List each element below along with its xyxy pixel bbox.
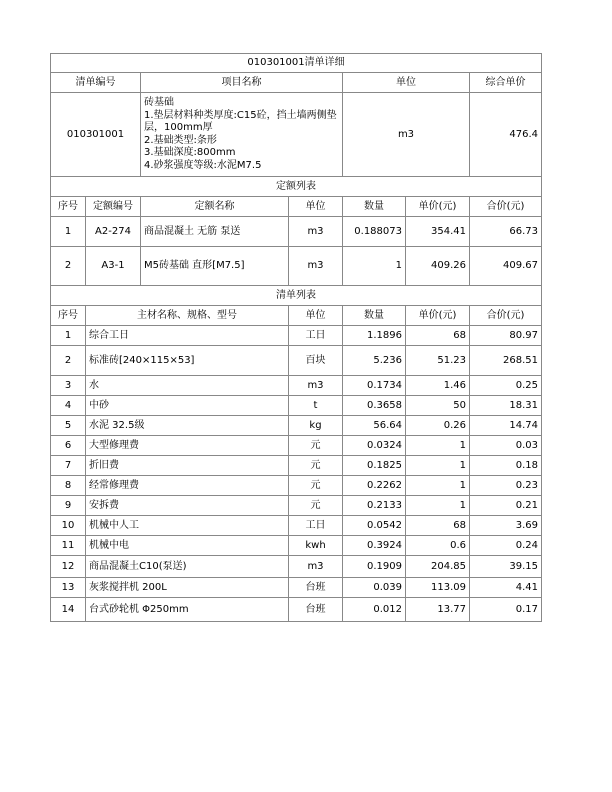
material-name: 折旧费 <box>86 456 289 476</box>
quota-header-row <box>51 197 542 217</box>
quota-index: 1 <box>51 217 86 247</box>
material-unit-price: 51.23 <box>406 346 470 376</box>
material-unit: 元 <box>289 456 343 476</box>
material-unit-price: 68 <box>406 516 470 536</box>
desc-line: 4.砂浆强度等级:水泥M7.5 <box>144 159 262 171</box>
list-index: 14 <box>51 598 86 622</box>
quota-name: 商品混凝土 无筋 泵送 <box>141 217 289 247</box>
material-unit-price: 113.09 <box>406 578 470 598</box>
quota-total: 409.67 <box>470 247 542 286</box>
list-header-cell: 主材名称、规格、型号 <box>86 306 289 326</box>
material-unit: 元 <box>289 476 343 496</box>
material-quantity: 0.012 <box>343 598 406 622</box>
list-row <box>51 456 542 476</box>
material-total: 0.03 <box>470 436 542 456</box>
quota-unit-price: 354.41 <box>406 217 470 247</box>
list-index: 8 <box>51 476 86 496</box>
material-quantity: 0.1825 <box>343 456 406 476</box>
list-header-cell: 单位 <box>289 306 343 326</box>
quota-quantity: 1 <box>343 247 406 286</box>
quota-header-cell: 合价(元) <box>470 197 542 217</box>
header-code: 清单编号 <box>51 73 141 93</box>
list-header-row <box>51 306 542 326</box>
material-quantity: 0.0542 <box>343 516 406 536</box>
list-row <box>51 396 542 416</box>
item-price: 476.4 <box>470 93 542 177</box>
material-quantity: 0.2262 <box>343 476 406 496</box>
material-unit: 台班 <box>289 578 343 598</box>
list-row <box>51 536 542 556</box>
list-row <box>51 326 542 346</box>
material-unit-price: 50 <box>406 396 470 416</box>
desc-line: 1.垫层材料种类厚度:C15砼，挡土墙两侧垫 <box>144 109 337 121</box>
material-unit-price: 204.85 <box>406 556 470 578</box>
material-unit-price: 0.26 <box>406 416 470 436</box>
header-unit: 单位 <box>343 73 470 93</box>
material-name: 台式砂轮机 Φ250mm <box>86 598 289 622</box>
material-quantity: 0.039 <box>343 578 406 598</box>
quota-header-cell: 定额编号 <box>86 197 141 217</box>
list-index: 5 <box>51 416 86 436</box>
material-quantity: 0.1909 <box>343 556 406 578</box>
list-index: 7 <box>51 456 86 476</box>
quota-unit: m3 <box>289 247 343 286</box>
quota-code: A3-1 <box>86 247 141 286</box>
quota-header-cell: 序号 <box>51 197 86 217</box>
list-row <box>51 598 542 622</box>
quota-name: M5砖基础 直形[M7.5] <box>141 247 289 286</box>
material-unit: m3 <box>289 556 343 578</box>
material-quantity: 0.1734 <box>343 376 406 396</box>
material-unit: 工日 <box>289 516 343 536</box>
material-unit-price: 1 <box>406 436 470 456</box>
desc-line: 层，100mm厚 <box>144 122 213 133</box>
material-total: 39.15 <box>470 556 542 578</box>
list-row <box>51 346 542 376</box>
material-total: 0.23 <box>470 476 542 496</box>
material-name: 大型修理费 <box>86 436 289 456</box>
material-unit-price: 68 <box>406 326 470 346</box>
list-header-cell: 数量 <box>343 306 406 326</box>
quota-row <box>51 247 542 286</box>
material-unit: 工日 <box>289 326 343 346</box>
list-title-row <box>51 286 542 306</box>
quota-header-cell: 定额名称 <box>141 197 289 217</box>
material-unit: 元 <box>289 496 343 516</box>
list-index: 4 <box>51 396 86 416</box>
material-total: 4.41 <box>470 578 542 598</box>
material-name: 综合工日 <box>86 326 289 346</box>
list-index: 6 <box>51 436 86 456</box>
header-price: 综合单价 <box>470 73 542 93</box>
material-unit-price: 1 <box>406 476 470 496</box>
material-name: 标准砖[240×115×53] <box>86 346 289 376</box>
list-section-title: 清单列表 <box>51 286 542 306</box>
quota-header-cell: 数量 <box>343 197 406 217</box>
header-name: 项目名称 <box>141 73 343 93</box>
list-row <box>51 376 542 396</box>
list-index: 9 <box>51 496 86 516</box>
material-total: 0.24 <box>470 536 542 556</box>
main-header-row <box>51 73 542 93</box>
item-code: 010301001 <box>51 93 141 177</box>
main-item-row <box>51 93 542 177</box>
list-index: 10 <box>51 516 86 536</box>
material-unit: 百块 <box>289 346 343 376</box>
title-row <box>51 54 542 73</box>
quota-total: 66.73 <box>470 217 542 247</box>
material-total: 0.18 <box>470 456 542 476</box>
list-header-cell: 单价(元) <box>406 306 470 326</box>
list-index: 13 <box>51 578 86 598</box>
material-total: 18.31 <box>470 396 542 416</box>
material-quantity: 0.2133 <box>343 496 406 516</box>
list-row <box>51 496 542 516</box>
quota-section-title: 定额列表 <box>51 177 542 197</box>
quota-unit-price: 409.26 <box>406 247 470 286</box>
quota-quantity: 0.188073 <box>343 217 406 247</box>
quota-header-cell: 单位 <box>289 197 343 217</box>
list-row <box>51 476 542 496</box>
list-index: 3 <box>51 376 86 396</box>
table-title: 010301001清单详细 <box>51 54 542 73</box>
item-description <box>141 93 343 177</box>
list-index: 11 <box>51 536 86 556</box>
bill-detail-table <box>50 53 542 622</box>
material-quantity: 0.3658 <box>343 396 406 416</box>
material-name: 中砂 <box>86 396 289 416</box>
list-index: 12 <box>51 556 86 578</box>
material-total: 268.51 <box>470 346 542 376</box>
material-unit: kwh <box>289 536 343 556</box>
material-total: 0.21 <box>470 496 542 516</box>
list-row <box>51 516 542 536</box>
material-name: 商品混凝土C10(泵送) <box>86 556 289 578</box>
material-total: 0.17 <box>470 598 542 622</box>
material-quantity: 5.236 <box>343 346 406 376</box>
material-unit-price: 13.77 <box>406 598 470 622</box>
material-name: 灰浆搅拌机 200L <box>86 578 289 598</box>
list-header-cell: 序号 <box>51 306 86 326</box>
material-unit-price: 0.6 <box>406 536 470 556</box>
material-total: 0.25 <box>470 376 542 396</box>
material-name: 安拆费 <box>86 496 289 516</box>
material-name: 水泥 32.5级 <box>86 416 289 436</box>
material-unit: m3 <box>289 376 343 396</box>
quota-code: A2-274 <box>86 217 141 247</box>
material-total: 80.97 <box>470 326 542 346</box>
material-name: 水 <box>86 376 289 396</box>
material-unit: 台班 <box>289 598 343 622</box>
list-row <box>51 436 542 456</box>
list-index: 1 <box>51 326 86 346</box>
material-quantity: 0.0324 <box>343 436 406 456</box>
material-unit-price: 1.46 <box>406 376 470 396</box>
desc-line: 2.基础类型:条形 <box>144 134 217 146</box>
material-name: 经常修理费 <box>86 476 289 496</box>
material-quantity: 56.64 <box>343 416 406 436</box>
list-index: 2 <box>51 346 86 376</box>
material-total: 3.69 <box>470 516 542 536</box>
material-unit: 元 <box>289 436 343 456</box>
quota-header-cell: 单价(元) <box>406 197 470 217</box>
material-unit: kg <box>289 416 343 436</box>
quota-unit: m3 <box>289 217 343 247</box>
quota-index: 2 <box>51 247 86 286</box>
list-row <box>51 416 542 436</box>
material-name: 机械中人工 <box>86 516 289 536</box>
item-unit: m3 <box>343 93 470 177</box>
material-quantity: 1.1896 <box>343 326 406 346</box>
material-name: 机械中电 <box>86 536 289 556</box>
material-unit: t <box>289 396 343 416</box>
list-header-cell: 合价(元) <box>470 306 542 326</box>
material-unit-price: 1 <box>406 456 470 476</box>
desc-line: 3.基础深度:800mm <box>144 147 236 158</box>
material-total: 14.74 <box>470 416 542 436</box>
desc-line: 砖基础 <box>144 97 174 108</box>
list-row <box>51 578 542 598</box>
list-row <box>51 556 542 578</box>
material-quantity: 0.3924 <box>343 536 406 556</box>
material-unit-price: 1 <box>406 496 470 516</box>
quota-title-row <box>51 177 542 197</box>
quota-row <box>51 217 542 247</box>
